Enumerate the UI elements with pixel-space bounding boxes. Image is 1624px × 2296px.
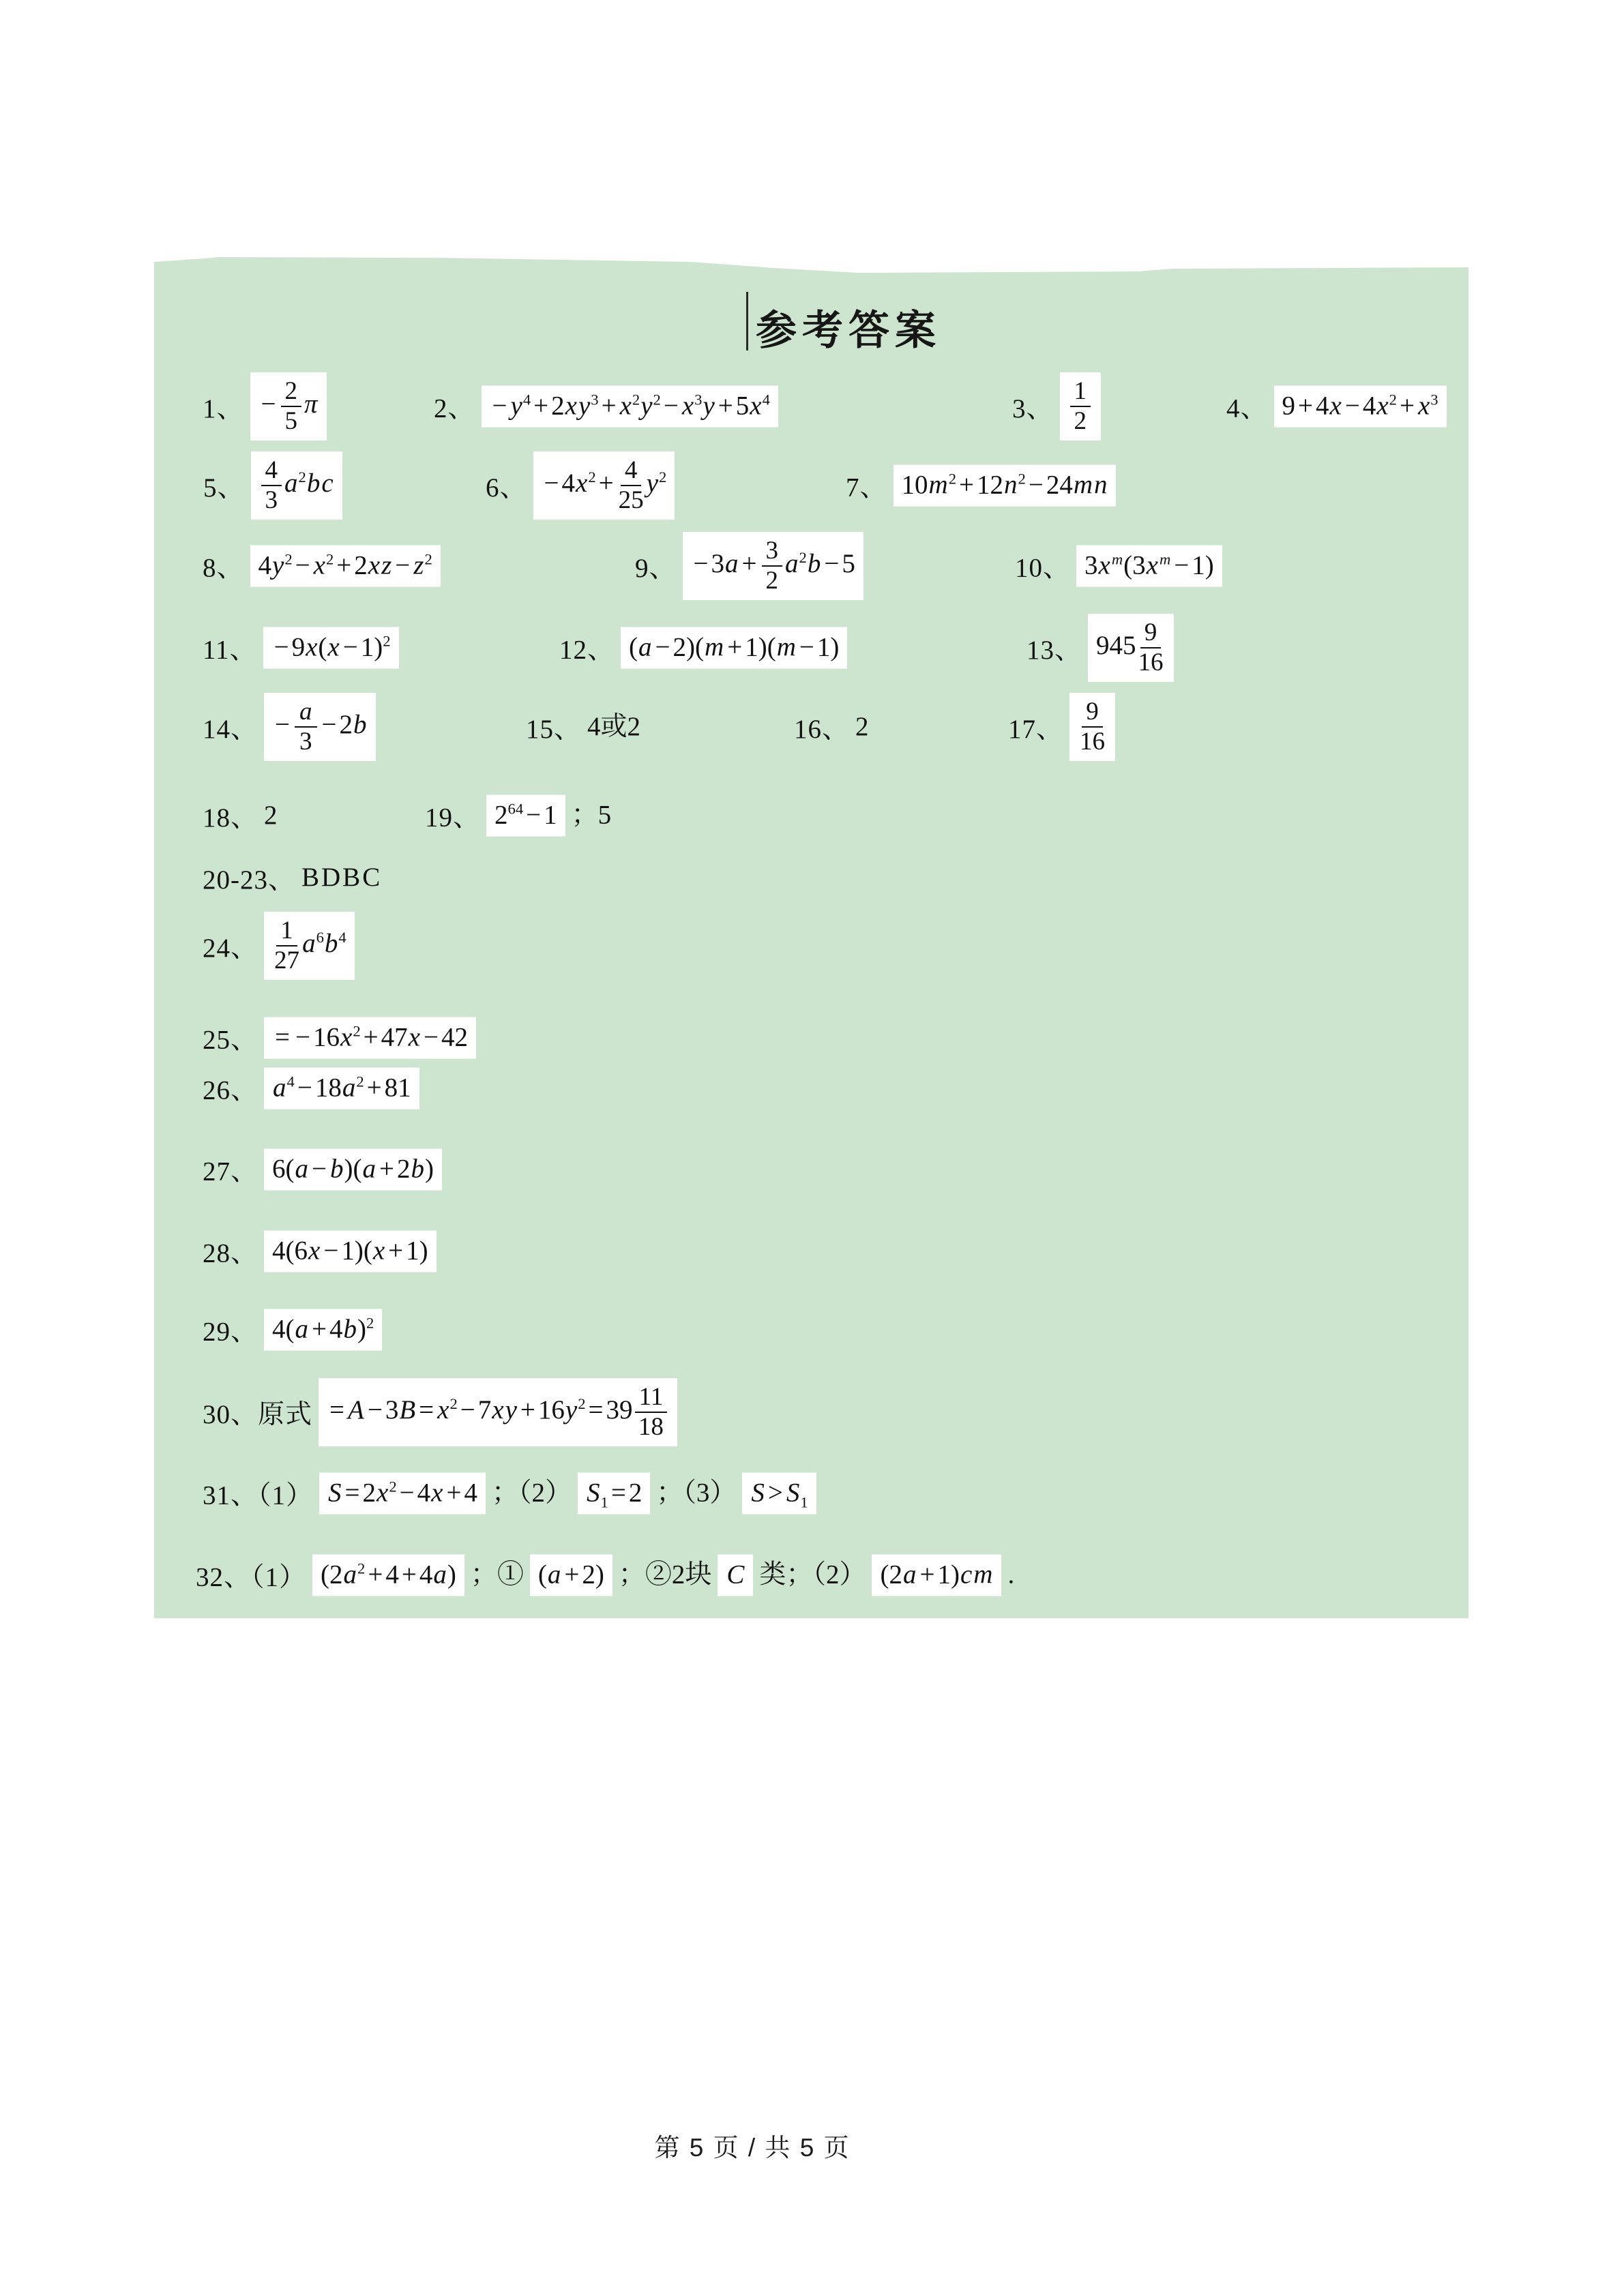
answer-highlighted-value: (a − 2)(m + 1)(m − 1): [621, 627, 847, 669]
answer-label: 30、原式: [203, 1400, 313, 1429]
answer-label: 11、: [203, 636, 257, 665]
fraction: $\frac{4}{3}$: [261, 457, 282, 514]
answer-highlighted-value: $\frac{1}{27}$ $a^6b^4$: [264, 912, 355, 980]
fraction: $\frac{2}{5}$: [281, 378, 302, 435]
answer-item: [1015, 546, 1222, 587]
answer-item: [196, 1555, 1014, 1596]
answer-highlighted-value: $4y^2 - x^2 + 2xz - z^2$: [250, 546, 441, 587]
answer-label: 2、: [434, 394, 475, 423]
answer-label: 19、: [425, 803, 481, 833]
answer-label: 13、: [1027, 636, 1082, 665]
answer-item: [203, 546, 441, 587]
answer-highlighted-value: − $y^4 + 2xy^3 + x^2y^2 - x^3y + 5x^4$: [482, 386, 778, 428]
answer-highlighted-value: $10m^2 + 12n^2 - 24mn$: [894, 465, 1117, 507]
answer-label: 12、: [559, 636, 615, 665]
answer-highlighted-value: 6(a − b)(a + 2b): [264, 1149, 442, 1191]
fraction: $\frac{3}{2}$: [762, 537, 783, 595]
answer-label: 20-23、: [203, 865, 295, 895]
answer-item: [203, 859, 382, 897]
answer-value: ；（3）: [656, 1478, 737, 1508]
answer-value: 类；（2）: [759, 1560, 866, 1590]
answer-highlighted-value: 4(6x − 1)(x + 1): [264, 1231, 437, 1272]
answer-label: 10、: [1015, 554, 1071, 583]
answer-item: [203, 1473, 816, 1515]
answer-highlighted-value: 945 $\frac{9}{16}$: [1088, 614, 1174, 682]
fraction: $\frac{a}{3}$: [295, 698, 317, 756]
answer-label: 18、: [203, 803, 259, 833]
answer-item: [203, 912, 355, 980]
fraction: $\frac{1}{27}$: [274, 916, 300, 974]
fraction: $\frac{9}{16}$: [1138, 618, 1164, 676]
answer-label: 17、: [1008, 715, 1064, 744]
answer-value: 2: [264, 800, 278, 830]
answer-label: 8、: [203, 554, 244, 583]
answer-item: [559, 627, 847, 669]
answer-highlighted-value: $4(a + 4b)^2$: [264, 1309, 382, 1351]
fraction: $\frac{4}{25}$: [618, 456, 644, 514]
answer-label: 26、: [203, 1076, 259, 1105]
answer-item: [434, 386, 778, 428]
answer-highlighted-value: $S > S_1$: [742, 1473, 816, 1515]
answer-item: [486, 451, 675, 520]
fraction: $\frac{9}{16}$: [1080, 698, 1106, 756]
answer-highlighted-value: [1060, 372, 1102, 441]
answer-highlighted-value: $S_1 = 2$: [578, 1473, 650, 1515]
answer-item: [846, 465, 1116, 507]
answer-label: 28、: [203, 1239, 259, 1268]
answer-highlighted-value: (2a + 1)cm: [872, 1555, 1001, 1596]
answer-item: [203, 796, 278, 835]
answer-label: 14、: [203, 715, 259, 744]
answer-label: 32、（1）: [196, 1563, 307, 1592]
answer-item: [203, 1017, 476, 1059]
answer-item: [1012, 372, 1101, 441]
answer-highlighted-value: (a + 2): [530, 1555, 612, 1596]
page-footer: 第 5 页 / 共 5 页: [654, 2134, 851, 2162]
answer-highlighted-value: − $\frac{a}{3}$ − 2b: [264, 693, 376, 761]
answer-label: 7、: [846, 473, 887, 503]
answer-highlighted-value: $a^4 - 18a^2 + 81$: [264, 1068, 419, 1109]
answer-highlighted-value: = − $16x^2 + 47x - 42$: [264, 1017, 476, 1059]
answer-item: [526, 708, 640, 746]
answer-item: [203, 1231, 437, 1272]
answer-item: [203, 372, 327, 441]
answer-highlighted-value: − $\frac{2}{5}$ π: [250, 372, 327, 441]
answer-label: 16、: [794, 715, 850, 744]
answer-value: .: [1007, 1560, 1015, 1590]
answer-highlighted-value: − 3a + $\frac{3}{2}$ $a^2b - 5$: [683, 532, 863, 600]
answer-value: ；②2块: [618, 1560, 712, 1590]
answer-item: [425, 795, 611, 837]
answer-highlighted-value: − $4x^2$ + $\frac{4}{25}$ $y^2$: [533, 451, 675, 520]
answer-item: [203, 1309, 382, 1351]
answer-item: [203, 1068, 419, 1109]
answer-highlighted-value: [1069, 693, 1115, 761]
answer-highlighted-value: $\frac{4}{3}$ $a^2bc$: [251, 451, 342, 520]
answer-label: 27、: [203, 1157, 259, 1187]
answer-highlighted-value: $2^{64} - 1$: [486, 795, 565, 837]
answer-highlighted-value: $3x^m(3x^m - 1)$: [1076, 546, 1222, 587]
answer-highlighted-value: $S = 2x^2 - 4x + 4$: [319, 1473, 486, 1515]
answer-item: [794, 708, 869, 746]
answer-label: 25、: [203, 1026, 259, 1055]
answer-item: [203, 627, 399, 669]
answer-highlighted-value: = $A - 3B = x^2 - 7xy + 16y^2 = 39$ $\frac{11}{18}$: [319, 1378, 677, 1446]
answer-label: 29、: [203, 1317, 259, 1347]
answer-value: ；（2）: [491, 1478, 572, 1508]
answer-label: 5、: [203, 473, 245, 503]
answer-highlighted-value: $(2a^2 + 4 + 4a)$: [312, 1555, 464, 1596]
answer-value: ；①: [470, 1560, 524, 1590]
fraction: $\frac{1}{2}$: [1070, 378, 1091, 435]
fraction: $\frac{11}{18}$: [635, 1384, 668, 1441]
answer-value: 4或2: [587, 711, 641, 741]
answer-label: 9、: [635, 554, 677, 583]
answer-value: 2: [855, 711, 869, 741]
answer-item: [203, 693, 376, 761]
answer-label: 4、: [1226, 394, 1268, 423]
answer-item: [1027, 614, 1174, 682]
answer-label: 24、: [203, 934, 259, 963]
answer-item: [203, 1149, 442, 1191]
answer-label: 1、: [203, 394, 244, 423]
answer-item: [1226, 386, 1447, 428]
answer-highlighted-value: C: [718, 1555, 753, 1596]
answer-item: [203, 1378, 677, 1446]
answer-label: 6、: [486, 473, 527, 503]
answer-label: 31、（1）: [203, 1481, 314, 1510]
answer-item: [203, 451, 342, 520]
answer-label: 15、: [526, 715, 582, 744]
answer-value: BDBC: [301, 862, 383, 892]
answer-highlighted-value: − $9x(x - 1)^2$: [263, 627, 399, 669]
answer-value: ；5: [571, 800, 612, 830]
page-title: 参考答案: [756, 308, 941, 353]
answer-item: [1008, 693, 1115, 761]
answer-highlighted-value: $9 + 4x - 4x^2 + x^3$: [1274, 386, 1447, 428]
answer-label: 3、: [1012, 394, 1054, 423]
answer-item: [635, 532, 863, 600]
